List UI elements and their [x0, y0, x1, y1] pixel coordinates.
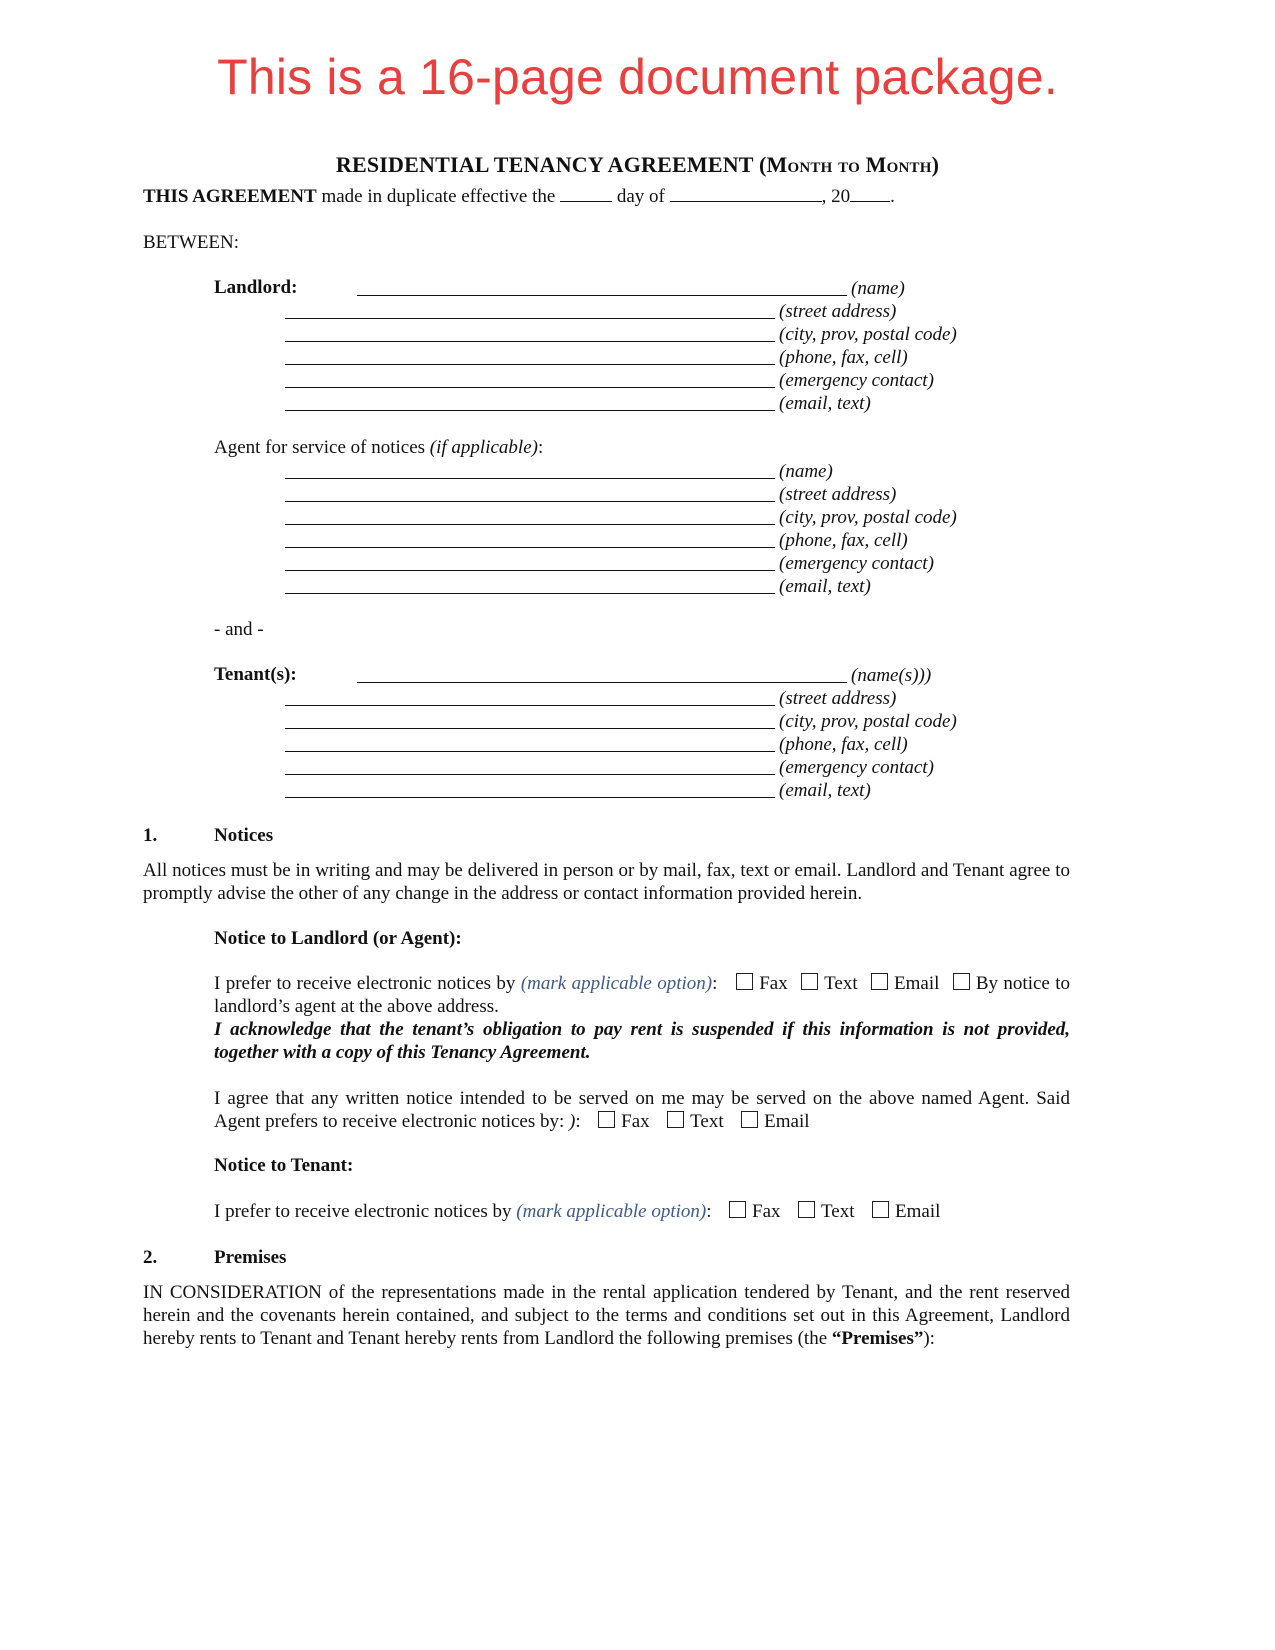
tenant-email-checkbox[interactable]	[872, 1201, 889, 1218]
colon: :	[706, 1201, 712, 1222]
landlord-field-row	[285, 300, 985, 323]
agent-field-row	[285, 575, 985, 598]
landlord-input-line[interactable]	[285, 410, 775, 411]
tenant-field-row	[285, 687, 985, 710]
agent-label	[214, 437, 543, 459]
notices-body: All notices must be in writing and may be delivered in person or by mail, fax, text or email. Landlord and Tenant agree to promptly advise the other of any change in the address or contact information provided herein.	[143, 860, 1070, 904]
agent-field-label: (email, text)	[779, 576, 871, 597]
intro-text: .	[890, 186, 895, 207]
colon: :	[575, 1111, 581, 1132]
tenant-input-line[interactable]	[285, 797, 775, 798]
agent-text-checkbox[interactable]	[667, 1111, 684, 1128]
landlord-field-label: (street address)	[779, 301, 897, 322]
agent-field-label: (street address)	[779, 484, 897, 505]
landlord-input-line[interactable]	[285, 387, 775, 388]
title-close: )	[931, 152, 940, 177]
agent-input-line[interactable]	[285, 593, 775, 594]
tenant-field-row	[285, 779, 985, 802]
mark-option-hint: (mark applicable option)	[516, 1201, 707, 1222]
tenant-field-label: (name(s)))	[851, 665, 932, 686]
landlord-input-line[interactable]	[357, 295, 847, 296]
title-main: RESIDENTIAL TENANCY AGREEMENT (	[335, 152, 767, 177]
agent-fax-checkbox[interactable]	[598, 1111, 615, 1128]
tenant-fax-checkbox[interactable]	[729, 1201, 746, 1218]
agreement-intro	[143, 186, 895, 208]
tenant-label: Tenant(s):	[214, 664, 297, 685]
tenant-field-label: (street address)	[779, 688, 897, 709]
landlord-field-label: (email, text)	[779, 393, 871, 414]
year-field[interactable]	[850, 186, 890, 202]
agent-field-label: (phone, fax, cell)	[779, 530, 908, 551]
tenant-input-line[interactable]	[285, 751, 775, 752]
landlord-field-row	[285, 369, 985, 392]
and-separator: - and -	[214, 619, 264, 640]
notice-to-tenant-heading: Notice to Tenant:	[214, 1155, 354, 1176]
option-label: Text	[824, 973, 858, 994]
title-smallcaps: Month to Month	[766, 152, 932, 177]
package-banner: This is a 16-page document package.	[217, 49, 1058, 105]
tenant-input-line[interactable]	[285, 705, 775, 706]
intro-text: , 20	[821, 186, 851, 207]
landlord-field-label: (name)	[851, 278, 905, 299]
landlord-text-checkbox[interactable]	[801, 973, 818, 990]
agent-service-agreement	[214, 1087, 1070, 1133]
intro-text: day of	[612, 186, 670, 207]
tenant-field-label: (email, text)	[779, 780, 871, 801]
agent-field-row	[285, 483, 985, 506]
landlord-agent-checkbox[interactable]	[953, 973, 970, 990]
pref-continuation: notice to landlord’s agent at the above address.	[214, 973, 1071, 1017]
agent-field-label: (emergency contact)	[779, 553, 934, 574]
pref-text: I prefer to receive electronic notices by	[214, 973, 521, 994]
landlord-field-row	[285, 392, 985, 415]
option-label: Fax	[621, 1111, 650, 1132]
option-label: Text	[690, 1111, 724, 1132]
option-label: By	[975, 973, 999, 994]
landlord-field-label: (phone, fax, cell)	[779, 347, 908, 368]
tenant-field-row	[285, 733, 985, 756]
landlord-field-label: (emergency contact)	[779, 370, 934, 391]
agent-input-line[interactable]	[285, 478, 775, 479]
tenant-input-line[interactable]	[357, 682, 847, 683]
agent-input-line[interactable]	[285, 570, 775, 571]
landlord-field-label: (city, prov, postal code)	[779, 324, 957, 345]
day-field[interactable]	[560, 186, 612, 202]
agent-field-row	[285, 506, 985, 529]
agent-field-row	[285, 552, 985, 575]
agent-input-line[interactable]	[285, 547, 775, 548]
landlord-input-line[interactable]	[285, 341, 775, 342]
tenant-text-checkbox[interactable]	[798, 1201, 815, 1218]
section-2-number: 2.	[143, 1247, 158, 1268]
tenant-field-label: (phone, fax, cell)	[779, 734, 908, 755]
agent-field-label: (name)	[779, 461, 833, 482]
notice-to-landlord-heading: Notice to Landlord (or Agent):	[214, 928, 462, 949]
tenant-preference	[214, 1201, 940, 1223]
tenant-field-label: (emergency contact)	[779, 757, 934, 778]
section-2-title: Premises	[214, 1247, 287, 1268]
agent-label-text: Agent for service of notices	[214, 437, 430, 458]
pref-text: I prefer to receive electronic notices by	[214, 1201, 517, 1222]
document-title	[0, 152, 1275, 178]
tenant-field-row	[357, 664, 1057, 687]
agent-input-line[interactable]	[285, 524, 775, 525]
agent-input-line[interactable]	[285, 501, 775, 502]
landlord-email-checkbox[interactable]	[871, 973, 888, 990]
month-field[interactable]	[670, 186, 822, 202]
landlord-input-line[interactable]	[285, 318, 775, 319]
mark-option-hint: (mark applicable option)	[520, 973, 713, 994]
option-label: Text	[821, 1201, 855, 1222]
acknowledgement: I acknowledge that the tenant’s obligation to pay rent is suspended if this information is not provided, together with a copy of this Tenancy Agreement.	[214, 1019, 1070, 1063]
premises-term: “Premises”	[831, 1328, 924, 1349]
section-1-title: Notices	[214, 825, 274, 846]
agent-text: I agree that any written notice intended to be served on me may be served on the above named Agent. Said Agent prefers to receive electronic notices by:	[214, 1088, 1070, 1132]
option-label: Email	[764, 1111, 810, 1132]
tenant-field-row	[285, 756, 985, 779]
option-label: Fax	[759, 973, 788, 994]
option-label: Email	[895, 1201, 941, 1222]
agent-email-checkbox[interactable]	[741, 1111, 758, 1128]
intro-text: made in duplicate effective the	[316, 186, 561, 207]
colon: :	[712, 973, 718, 994]
option-label: Fax	[752, 1201, 781, 1222]
tenant-field-label: (city, prov, postal code)	[779, 711, 957, 732]
option-label: Email	[894, 973, 940, 994]
premises-text: IN CONSIDERATION of the representations made in the rental application tendered by Tenant, and the rent reserved herein and the covenants herein contained, and subject to the terms and conditions set out in this Agreement, Landlord hereby rents to Tenant and Tenant hereby rents from Landlord the following premises (the	[143, 1282, 1070, 1349]
agent-field-row	[285, 460, 985, 483]
agent-field-label: (city, prov, postal code)	[779, 507, 957, 528]
between-label: BETWEEN:	[143, 232, 240, 253]
tenant-field-row	[285, 710, 985, 733]
premises-body	[143, 1281, 1070, 1350]
landlord-label: Landlord:	[214, 277, 298, 298]
intro-lead: THIS AGREEMENT	[143, 186, 317, 207]
agent-label-end: :	[537, 437, 544, 458]
agent-field-row	[285, 529, 985, 552]
agent-label-italic: (if applicable)	[429, 437, 538, 458]
agent-paren: )	[569, 1111, 576, 1132]
tenant-input-line[interactable]	[285, 728, 775, 729]
landlord-fax-checkbox[interactable]	[736, 973, 753, 990]
premises-end: ):	[923, 1328, 935, 1349]
landlord-field-row	[285, 323, 985, 346]
section-1-number: 1.	[143, 825, 158, 846]
landlord-field-row	[357, 277, 1057, 300]
landlord-preference	[214, 972, 1070, 1018]
tenant-input-line[interactable]	[285, 774, 775, 775]
landlord-input-line[interactable]	[285, 364, 775, 365]
landlord-field-row	[285, 346, 985, 369]
